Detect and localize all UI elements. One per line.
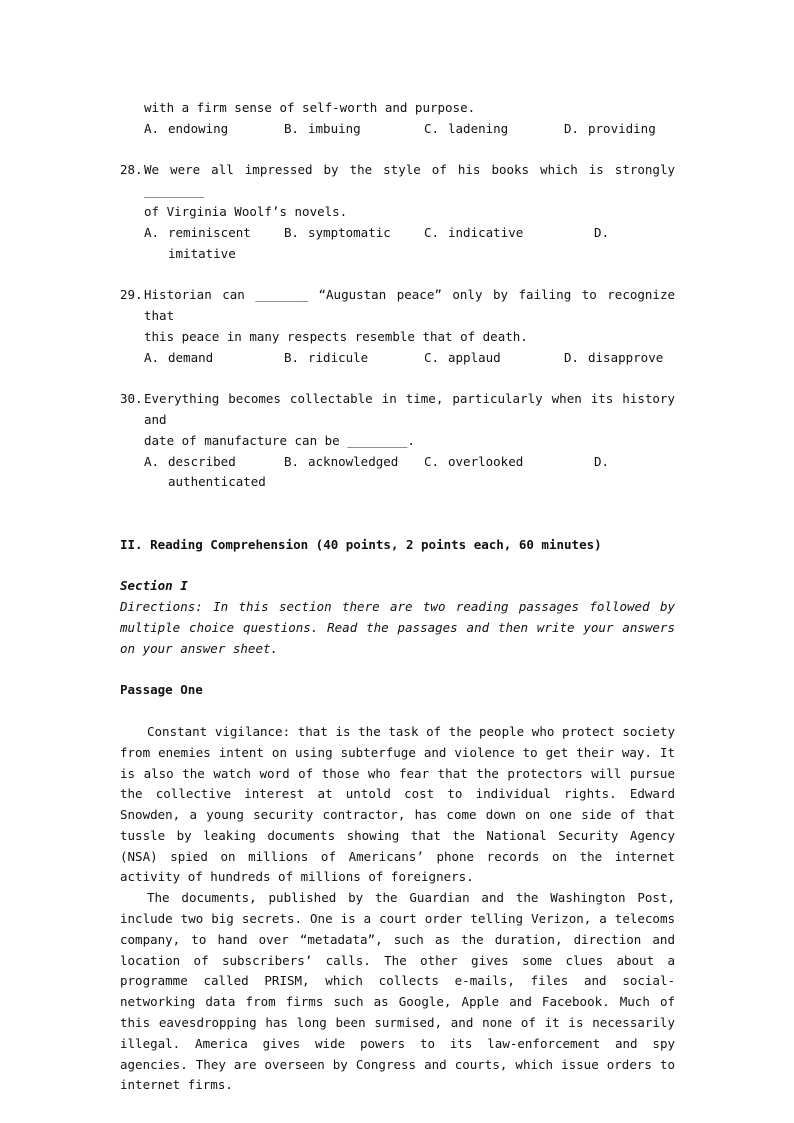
question-29 [120, 285, 675, 327]
passage-paragraph: The documents, published by the Guardian and the Washington Post, include two big secrets. One is a court order telling Verizon, a telecoms company, to hand over “metadata”, such as the duration, direction and location of subscribers’ calls. The other gives some clues about a programme called PRISM, which collects e-mails, files and social-networking data from firms such as Google, Apple and Facebook. Much of this eavesdropping has long been surmised, and none of it is necessarily illegal. America gives wide powers to its law-enforcement and spy agencies. They are overseen by Congress and courts, which issue orders to internet firms. [120, 890, 675, 1093]
question-29-options [120, 348, 675, 369]
question-27-options [120, 119, 675, 140]
question-30-options [120, 452, 675, 473]
option-d-text: authenticated [168, 474, 266, 490]
question-number: 28. [120, 162, 143, 178]
question-text-line: date of manufacture can be ________. [144, 432, 415, 448]
question-number: 29. [120, 287, 143, 303]
question-number: 30. [120, 391, 143, 407]
option-c: C. applaud [424, 349, 501, 365]
option-d: D. [594, 453, 610, 469]
option-a: A. reminiscent [144, 224, 251, 240]
option-a: A. demand [144, 349, 214, 365]
option-c: C. indicative [424, 224, 524, 240]
question-28 [120, 160, 675, 202]
passage-title: Passage One [120, 682, 203, 698]
option-c: C. overlooked [424, 453, 524, 469]
question-text-line: We were all impressed by the style of his books which is strongly ________ [144, 162, 675, 199]
question-text-line: this peace in many respects resemble that of death. [144, 328, 528, 344]
passage-paragraph: Constant vigilance: that is the task of the people who protect society from enemies intent on using subterfuge and violence to get their way. It is also the watch word of those who fear that the protectors will pursue the collective interest at untold cost to individual rights. Edward Snowden, a young security contractor, has come down on one side of that tussle by leaking documents showing that the National Security Agency (NSA) spied on millions of Americans’ phone records on the internet activity of hundreds of millions of foreigners. [120, 723, 675, 885]
option-b: B. symptomatic [284, 224, 391, 240]
option-d: D. [594, 224, 610, 240]
document-page [120, 98, 675, 1096]
question-30 [120, 389, 675, 431]
section-heading: Section I [120, 578, 188, 594]
option-d-text: imitative [168, 245, 236, 261]
question-text-line: Historian can _______ “Augustan peace” only by failing to recognize that [144, 287, 675, 323]
option-d: D. providing [564, 120, 656, 136]
question-27-tail: with a firm sense of self-worth and purpose. [144, 100, 476, 115]
question-text-line: of Virginia Woolf’s novels. [144, 203, 348, 219]
option-b: B. imbuing [284, 120, 361, 136]
option-b: B. ridicule [284, 349, 369, 365]
question-28-options [120, 223, 675, 244]
option-c: C. ladening [424, 120, 509, 136]
option-a: A. endowing [144, 120, 229, 136]
option-b: B. acknowledged [284, 453, 399, 469]
option-d: D. disapprove [564, 349, 664, 365]
option-a: A. described [144, 453, 236, 469]
question-text-line: Everything becomes collectable in time, particularly when its history and [144, 391, 675, 427]
part-heading: II. Reading Comprehension (40 points, 2 points each, 60 minutes) [120, 536, 602, 552]
directions-text: Directions: In this section there are two reading passages followed by multiple choice questions. Read the passages and then write your answers on your answer sheet. [120, 599, 675, 656]
